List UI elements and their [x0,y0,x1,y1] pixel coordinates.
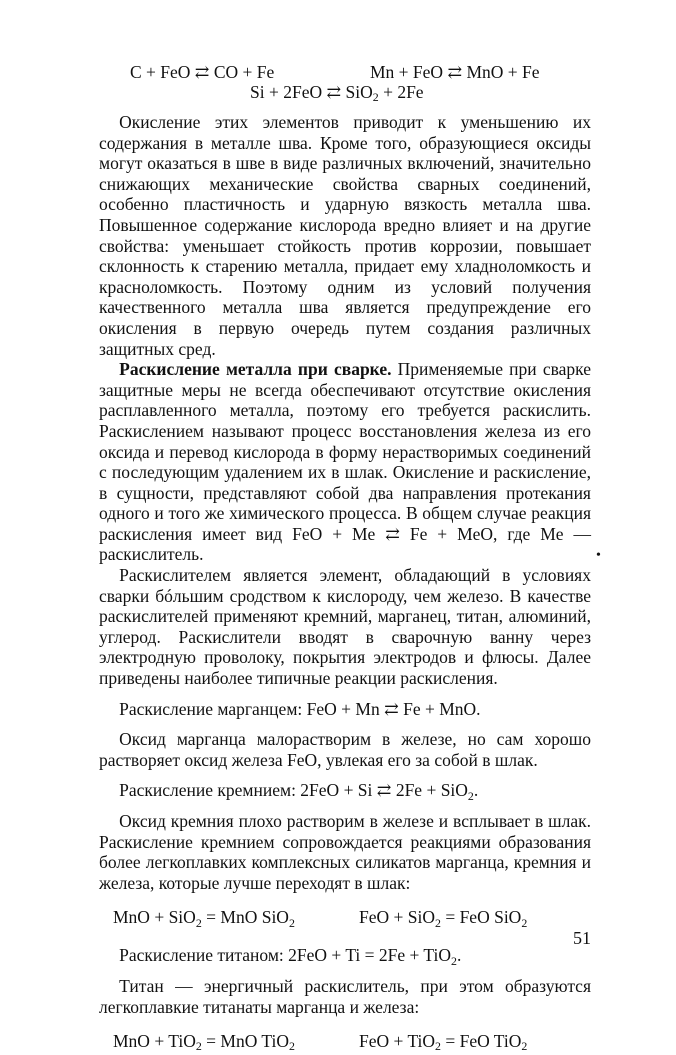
reaction-feo-sio2 [359,907,527,928]
r2-a3: = MnO TiO [201,1031,289,1052]
equation-silicon-a: Si + 2FeO ⇄ SiO [250,82,373,102]
r2-b1: FeO + TiO [359,1031,436,1052]
r2-a2: 2 [195,1039,202,1054]
formula-silicon-c: . [473,780,479,801]
paragraph-deoxidation [99,359,591,565]
reaction-mno-tio2 [113,1031,295,1052]
page-number: 51 [573,928,591,948]
r1-a3: = MnO SiO [201,907,289,928]
paragraph-deoxidizers: Раскислителем является элемент, обладающий в условиях сварки бóльшим сродством к кислороду, чем железо. В качестве раскислителей применяют кремний, марганец, титан, алюминий, углерод. Раскислители вводят в сварочную ванну через электродную проволоку, покрытия электродов и флюсы. Далее приведены наиболее типичные реакции раскисления. [99,565,591,689]
r1-b1: FeO + SiO [359,907,435,928]
titanate-reactions [99,1031,591,1055]
margin-mark: • [596,548,601,563]
equation-row-2 [99,82,591,105]
page-body [99,62,591,1055]
formula-titanium-c: . [456,945,462,966]
formula-manganese: Раскисление марганцем: FeO + Mn ⇄ Fe + MnO. [119,698,481,719]
r2-b2: 2 [435,1039,441,1054]
equation-silicon [250,82,424,103]
r2-a4: 2 [288,1039,295,1054]
paragraph-manganese-oxide: Оксид марганца малорастворим в железе, но сам хорошо растворяет оксид железа FeO, увлекая его за собой в шлак. [99,729,591,770]
equation-carbon: C + FeO ⇄ CO + Fe [130,62,275,82]
paragraph-titanium: Титан — энергичный раскислитель, при этом образуются легкоплавкие титанаты марганца и железа: [99,975,591,1017]
r2-b4: 2 [521,1039,528,1054]
formula-silicon-a: Раскисление кремнием: 2FeO + Si ⇄ 2Fe + SiO [119,780,468,801]
r1-a2: 2 [195,915,202,930]
r1-b3: = FeO SiO [440,907,522,928]
r2-a1: MnO + TiO [113,1031,196,1052]
formula-titanium-a: Раскисление титаном: 2FeO + Ti = 2Fe + TiO [119,945,452,966]
formula-silicon-sub: 2 [467,788,474,803]
equation-manganese: Mn + FeO ⇄ MnO + Fe [370,62,540,82]
paragraph-oxidation: Окисление этих элементов приводит к уменьшению их содержания в металле шва. Кроме того, образующиеся оксиды могут оказаться в шве в виде различных включений, значительно снижающих механические свойства сварных соединений, особенно пластичность и ударную вязкость металла шва. Повышенное содержание кислорода вредно влияет и на другие свойства: уменьшает стойкость против коррозии, повышает склонность к старению металла, придает ему хладноломкость и красноломкость. Поэтому одним из условий получения качественного металла шва является предупреждение его окисления в первую очередь путем создания различных защитных сред. [99,112,591,359]
formula-silicon [99,780,591,801]
reaction-mno-sio2 [113,907,295,928]
formula-titanium-sub: 2 [451,953,457,968]
equation-silicon-sub: 2 [372,90,379,105]
paragraph-deoxidation-text: Применяемые при сварке защитные меры не всегда обеспечивают отсутствие окисления расплавленного металла, поэтому его требуется раскислить. Раскислением называют процесс восстановления железа из его оксида и перевод кислорода в форму нерастворимых соединений с последующим удалением их в шлак. Окисление и раскисление, в сущности, представляют собой два направления протекания одного и того же химического процесса. В общем случае реакция раскисления имеет вид FeO + Me ⇄ Fe + MeO, где Me — раскислитель. [99,359,591,565]
section-heading: Раскисление металла при сварке. [119,359,392,380]
r1-b4: 2 [521,915,528,930]
silicate-reactions [99,907,591,931]
formula-titanium [99,945,591,966]
reaction-feo-tio2 [359,1031,527,1052]
r1-a1: MnO + SiO [113,907,196,928]
r2-b3: = FeO TiO [440,1031,522,1052]
equation-silicon-c: + 2Fe [378,82,424,102]
paragraph-silicon-oxide: Оксид кремния плохо растворим в железе и всплывает в шлак. Раскисление кремнием сопровождается реакциями образования более легкоплавких комплексных силикатов марганца, кремния и железа, которые лучше переходят в шлак: [99,811,591,893]
r1-a4: 2 [288,915,295,930]
equation-row-1 [99,62,591,82]
r1-b2: 2 [435,915,441,930]
